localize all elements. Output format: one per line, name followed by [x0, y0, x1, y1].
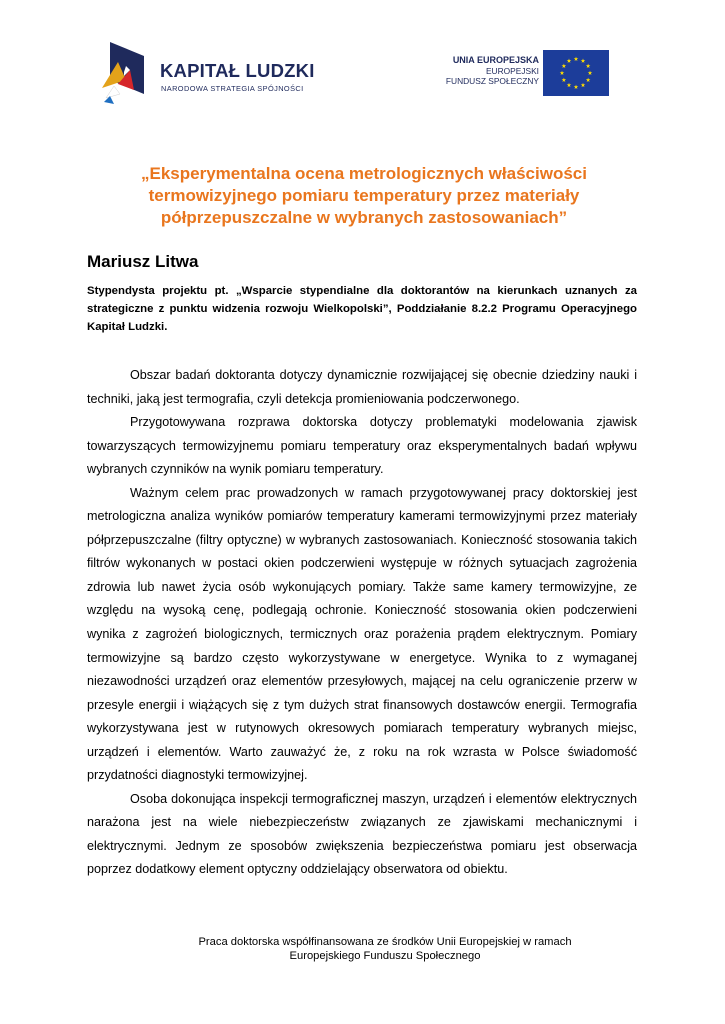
page-footer	[130, 935, 640, 963]
eu-fund-text	[446, 55, 539, 87]
eu-fund-line2: EUROPEJSKI	[485, 65, 539, 76]
kapital-ludzki-logo-icon	[100, 40, 160, 106]
footer-line: Praca doktorska współfinansowana ze środków Unii Europejskiej w ramach	[198, 936, 572, 948]
body-paragraph: Obszar badań doktoranta dotyczy dynamicznie rozwijającej się obecnie dziedziny nauki i techniki, jaką jest termografia, czyli detekcja promieniowania podczerwonego.	[87, 368, 637, 406]
page-header	[0, 0, 725, 120]
footer-line: Europejskiego Funduszu Społecznego	[289, 950, 481, 962]
body-paragraph: Ważnym celem prac prowadzonych w ramach przygotowywanej pracy doktorskiej jest metrologiczna analiza wyników pomiarów temperatury kamerami termowizyjnymi przez materiały półprzepuszczalne (filtry optyczne) w wybranych zastosowaniach. Konieczność stosowania takich filtrów wykonanych w postaci okien podczerwieni występuje w różnych sytuacjach zagrożenia zdrowia lub nawet życia osób wykonujących pomiary. Także same kamery termowizyjne, ze względu na wysoką cenę, podlegają ochronie. Konieczność stosowania okien podczerwieni wynika z zagrożeń biologicznych, termicznych oraz porażenia prądem elektrycznym. Pomiary termowizyjne są bardzo często wykorzystywane w energetyce. Wynika to z wymaganej niezawodności urządzeń oraz elementów przesyłowych, mającej na celu ograniczenie przerw w przesyle energii i wiążących się z tym dużych strat finansowych dostawców energii. Termografia wykorzystywana jest w rutynowych okresowych pomiarach temperatury wybranych miejsc, urządzeń i elementów. Warto zauważyć że, z roku na rok wzrasta w Polsce świadomość przydatności diagnostyki termowizyjnej.	[87, 485, 637, 783]
body-paragraph: Przygotowywana rozprawa doktorska dotyczy problematyki modelowania zjawisk towarzyszących termowizyjnemu pomiaru temperatury oraz eksperymentalnych badań wpływu wybranych czynników na wynik pomiaru temperatury.	[87, 415, 637, 477]
document-body	[87, 364, 637, 882]
author-name: Mariusz Litwa	[87, 252, 199, 271]
eu-fund-line3: FUNDUSZ SPOŁECZNY	[445, 76, 539, 86]
eu-union-label: UNIA EUROPEJSKA	[452, 55, 539, 65]
body-paragraph: Osoba dokonująca inspekcji termograficznej maszyn, urządzeń i elementów elektrycznych narażona jest na wiele niebezpieczeństw związanych ze zjawiskami mechanicznymi i elektrycznymi. Jednym ze sposobów zwiększenia bezpieczeństwa pomiaru jest obserwacja poprzez dodatkowy element optyczny oddzielający obserwatora od obiektu.	[87, 791, 637, 877]
document-title: „Eksperymentalna ocena metrologicznych właściwości termowizyjnego pomiaru temperatury przez materiały półprzepuszczalne w wybranych zastosowaniach”	[141, 164, 587, 227]
eu-flag-icon	[543, 50, 609, 96]
kapital-ludzki-subtitle: NARODOWA STRATEGIA SPÓJNOŚCI	[161, 84, 304, 93]
kapital-ludzki-title: KAPITAŁ LUDZKI	[160, 60, 315, 81]
author-affiliation: Stypendysta projektu pt. „Wsparcie stypendialne dla doktorantów na kierunkach uznanych za strategiczne z punktu widzenia rozwoju Wielkopolski”, Poddziałanie 8.2.2 Programu Operacyjnego Kapitał Ludzki.	[87, 285, 637, 333]
